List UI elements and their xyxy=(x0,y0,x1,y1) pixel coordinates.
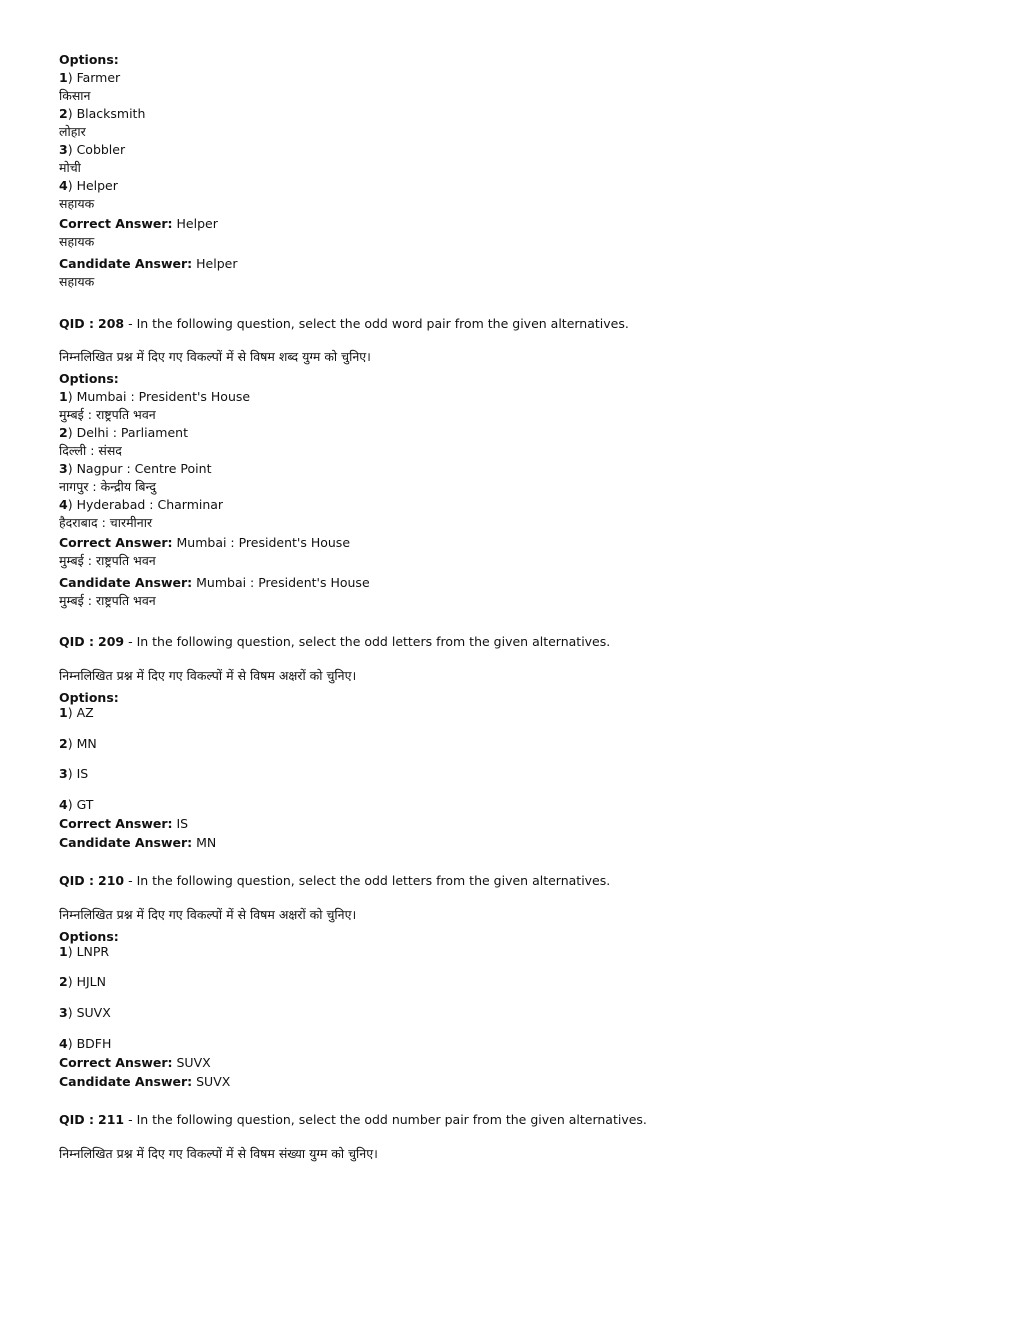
option-1: 1) Mumbai : President's House xyxy=(59,389,251,404)
q211-question-hindi: निम्नलिखित प्रश्न में दिए गए विकल्पों में से विषम संख्या युग्म को चुनिए। xyxy=(59,1146,378,1161)
q209-candidate-answer: Candidate Answer: MN xyxy=(59,835,217,850)
option-3: 3) SUVX xyxy=(59,1005,111,1020)
option-2: 2) MN xyxy=(59,736,97,751)
option-3-hindi: मोची xyxy=(59,160,81,175)
option-2-hindi: लोहार xyxy=(59,124,86,139)
option-2: 2) Delhi : Parliament xyxy=(59,425,188,440)
option-4: 4) GT xyxy=(59,797,94,812)
option-4-hindi: सहायक xyxy=(59,196,95,211)
q209-correct-answer: Correct Answer: IS xyxy=(59,816,189,831)
q210-header: QID : 210 - In the following question, select the odd letters from the given alternatives. xyxy=(59,873,611,888)
option-2: 2) HJLN xyxy=(59,974,106,989)
q210-candidate-answer: Candidate Answer: SUVX xyxy=(59,1074,231,1089)
option-1: 1) LNPR xyxy=(59,944,110,959)
option-3: 3) IS xyxy=(59,766,89,781)
q209-header: QID : 209 - In the following question, select the odd letters from the given alternatives. xyxy=(59,634,611,649)
options-label: Options: xyxy=(59,929,119,944)
option-4: 4) Hyderabad : Charminar xyxy=(59,497,224,512)
options-label: Options: xyxy=(59,690,119,705)
q208-options: Options: 1) Mumbai : President's House मुम्बई : राष्ट्रपति भवन 2) Delhi : Parliament दिल्ली : संसद 3) Nagpur : Centre Point नागपुर : केन्द्रीय बिन्दु 4) Hyderabad : Charminar हैदराबाद : चारमीनार xyxy=(59,371,251,530)
q209-question-hindi: निम्नलिखित प्रश्न में दिए गए विकल्पों में से विषम अक्षरों को चुनिए। xyxy=(59,668,357,683)
option-4: 4) Helper xyxy=(59,178,118,193)
q208-correct-answer: Correct Answer: Mumbai : President's House मुम्बई : राष्ट्रपति भवन xyxy=(59,535,351,568)
option-4: 4) BDFH xyxy=(59,1036,112,1051)
q208-header: QID : 208 - In the following question, select the odd word pair from the given alternatives. xyxy=(59,316,629,331)
option-1-hindi: किसान xyxy=(59,88,91,103)
option-1-hindi: मुम्बई : राष्ट्रपति भवन xyxy=(59,407,156,422)
option-3: 3) Cobbler xyxy=(59,142,126,157)
option-2-hindi: दिल्ली : संसद xyxy=(59,443,122,458)
q208-question-hindi: निम्नलिखित प्रश्न में दिए गए विकल्पों में से विषम शब्द युग्म को चुनिए। xyxy=(59,349,371,364)
q207-correct-answer: Correct Answer: Helper सहायक xyxy=(59,216,218,249)
q210-correct-answer: Correct Answer: SUVX xyxy=(59,1055,211,1070)
q211-header: QID : 211 - In the following question, select the odd number pair from the given alternatives. xyxy=(59,1112,647,1127)
q208-candidate-answer: Candidate Answer: Mumbai : President's House मुम्बई : राष्ट्रपति भवन xyxy=(59,575,370,608)
option-4-hindi: हैदराबाद : चारमीनार xyxy=(59,515,153,530)
option-2: 2) Blacksmith xyxy=(59,106,146,121)
q210-question-hindi: निम्नलिखित प्रश्न में दिए गए विकल्पों में से विषम अक्षरों को चुनिए। xyxy=(59,907,357,922)
q207-candidate-answer: Candidate Answer: Helper सहायक xyxy=(59,256,238,289)
option-3: 3) Nagpur : Centre Point xyxy=(59,461,212,476)
q207-options xyxy=(59,51,145,213)
options-label: Options: xyxy=(59,52,119,67)
option-3-hindi: नागपुर : केन्द्रीय बिन्दु xyxy=(59,479,157,494)
option-1: 1) Farmer xyxy=(59,70,121,85)
option-1: 1) AZ xyxy=(59,705,94,720)
